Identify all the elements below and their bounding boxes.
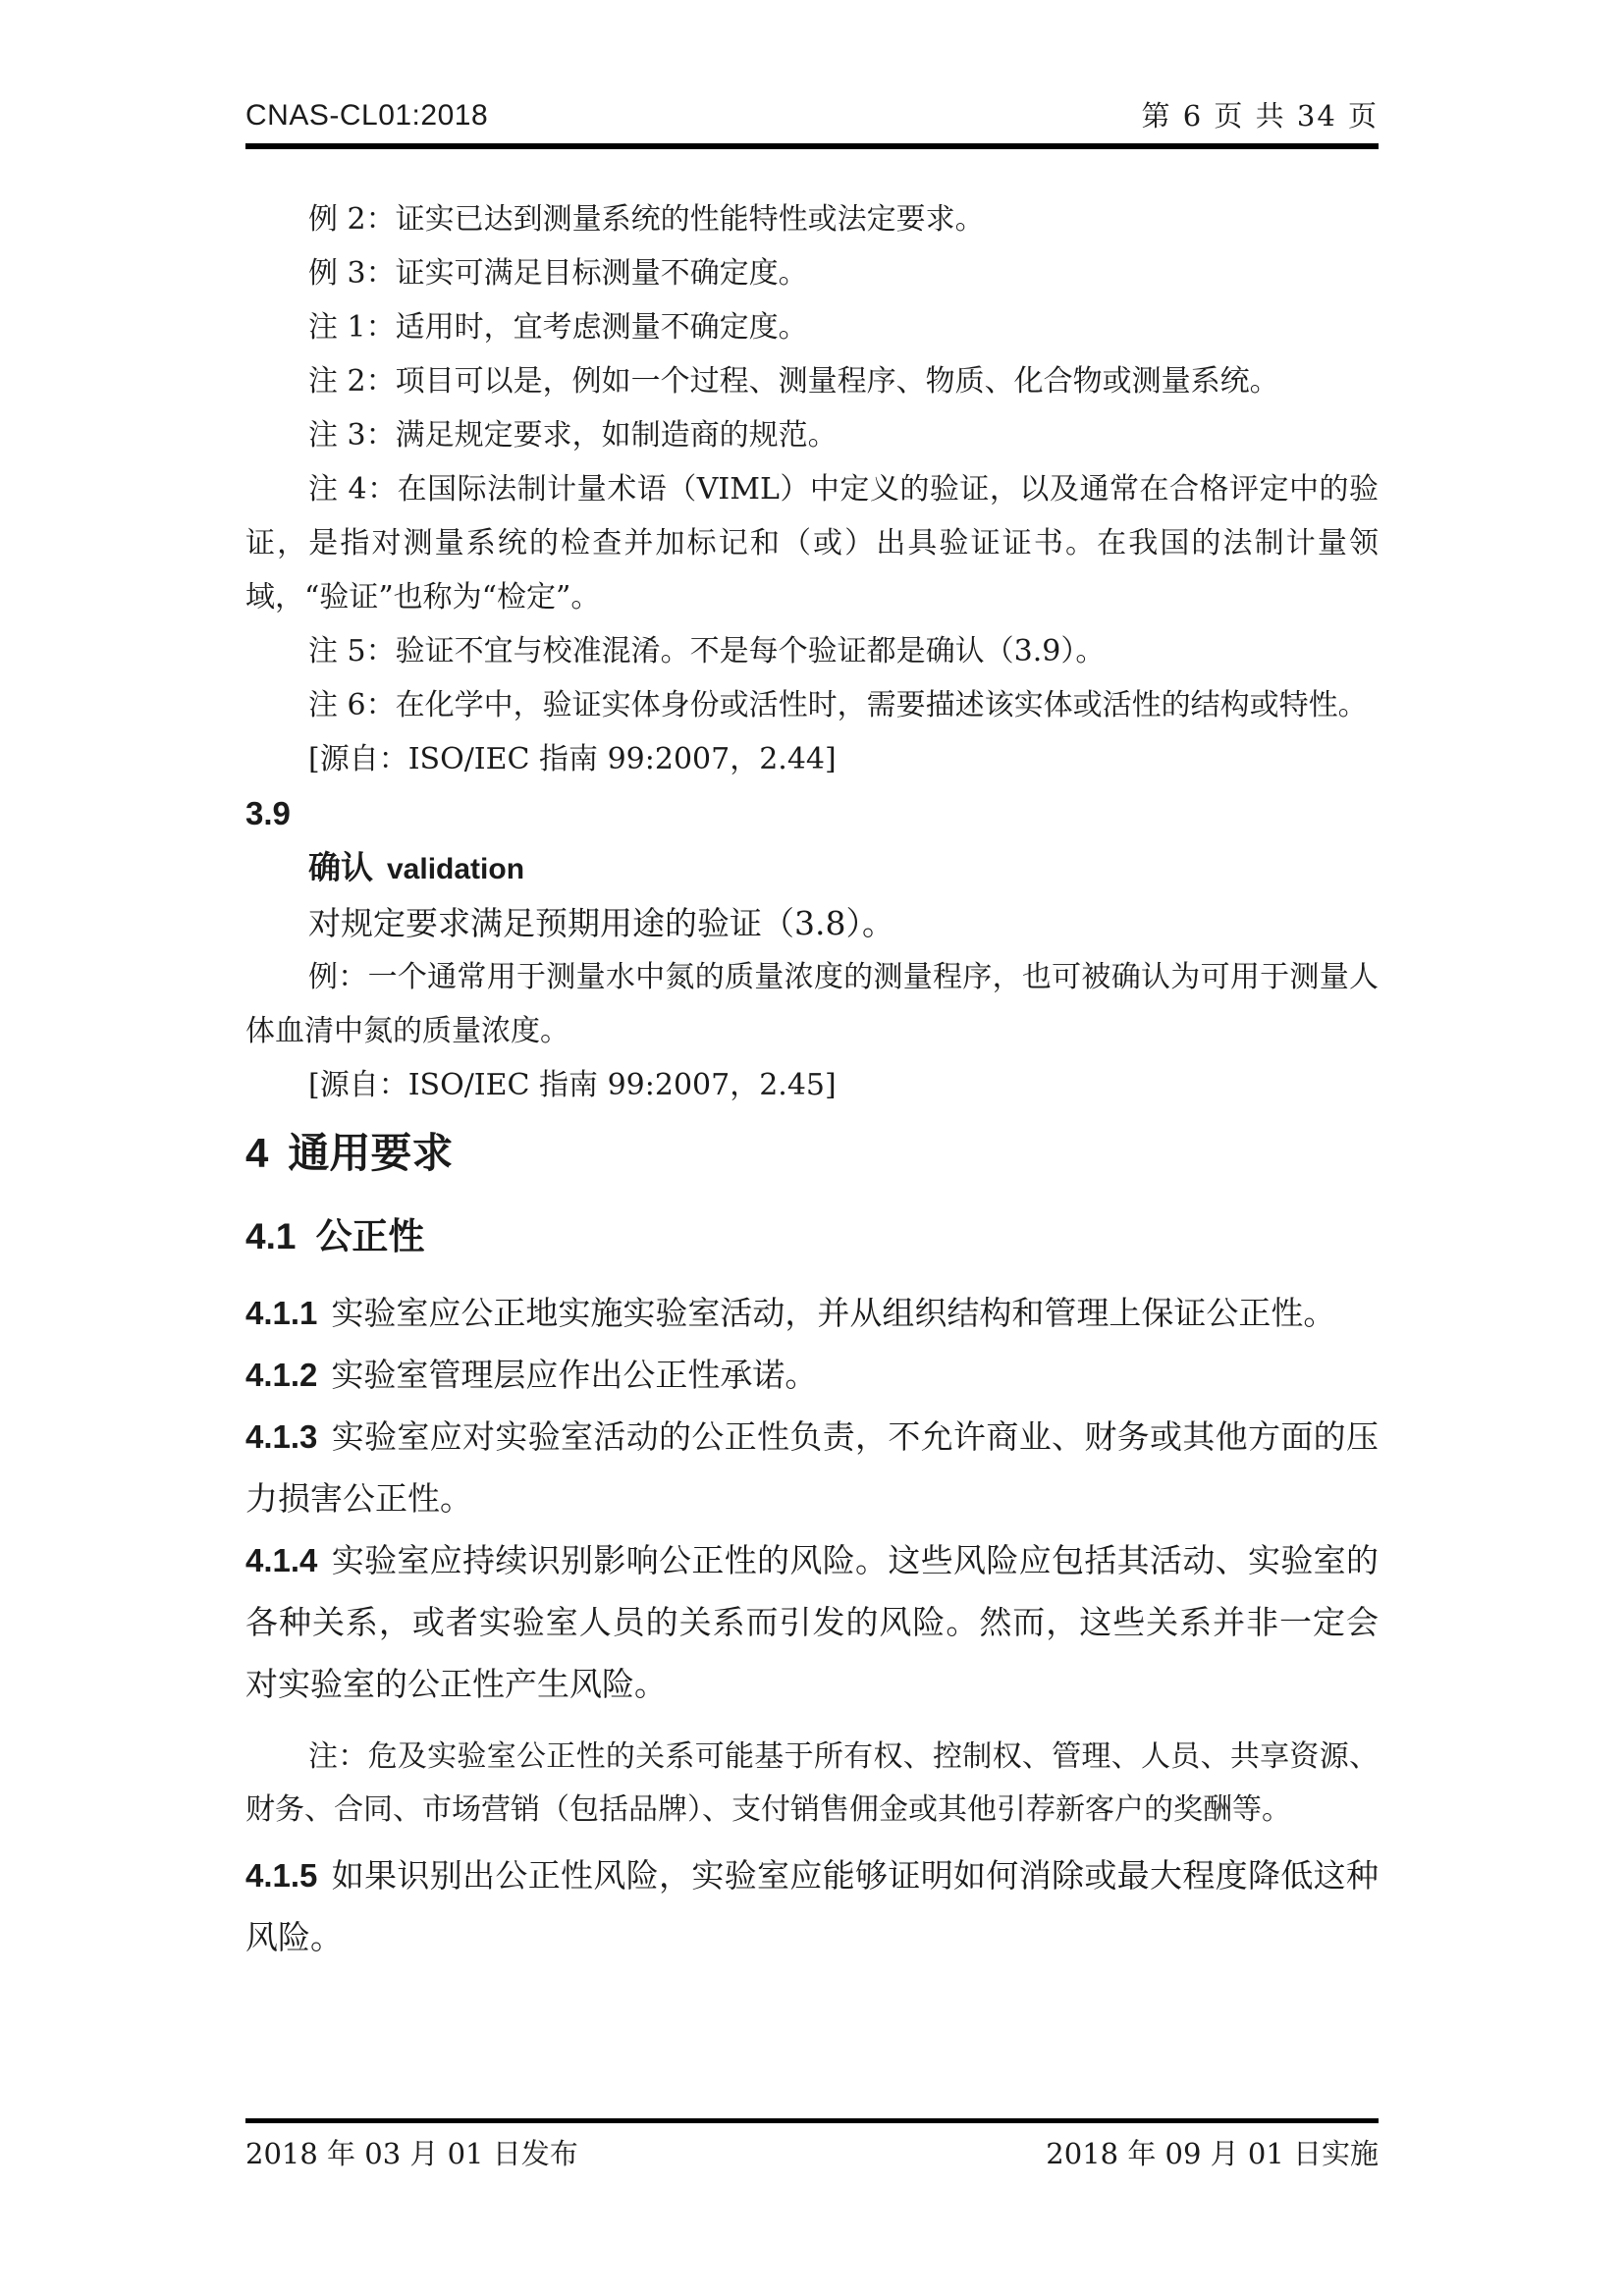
clause-num: 4.1.4 <box>245 1542 318 1578</box>
clause-4-1-1 <box>245 1282 1379 1344</box>
term-heading <box>245 840 1379 896</box>
example-3-9: 例：一个通常用于测量水中氮的质量浓度的测量程序，也可被确认为可用于测量人体血清中氮的质量浓度。 <box>245 960 1379 1048</box>
section-title: 通用要求 <box>288 1130 454 1176</box>
clause-4-1-2 <box>245 1344 1379 1406</box>
section-number: 4 <box>245 1130 269 1176</box>
note-1: 注 1：适用时，宜考虑测量不确定度。 <box>308 310 808 345</box>
clause-text: 实验室应对实验室活动的公正性负责，不允许商业、财务或其他方面的压力损害公正性。 <box>245 1417 1379 1518</box>
subsection-heading-4-1 <box>245 1209 1379 1264</box>
clause-text: 实验室管理层应作出公正性承诺。 <box>331 1356 818 1394</box>
clause-num: 4.1.5 <box>245 1857 318 1894</box>
clause-num: 4.1.1 <box>245 1295 318 1331</box>
term-cn: 确认 <box>308 848 373 886</box>
clause-text: 实验室应持续识别影响公正性的风险。这些风险应包括其活动、实验室的各种关系，或者实验室人员的关系而引发的风险。然而，这些关系并非一定会对实验室的公正性产生风险。 <box>245 1541 1379 1703</box>
page-header <box>245 98 1379 149</box>
implementation-date: 2018 年 09 月 01 日实施 <box>1046 2137 1379 2170</box>
note-6: 注 6：在化学中，验证实体身份或活性时，需要描述该实体或活性的结构或特性。 <box>308 688 1368 722</box>
clause-list <box>245 1282 1379 1968</box>
clause-4-1-5 <box>245 1844 1379 1968</box>
note-4: 注 4：在国际法制计量术语（VIML）中定义的验证，以及通常在合格评定中的验证，是指对测量系统的检查并加标记和（或）出具验证证书。在我国的法制计量领域，“验证”也称为“检定”。 <box>245 472 1379 614</box>
clause-number-3-9: 3.9 <box>245 795 291 831</box>
example-3: 例 3：证实可满足目标测量不确定度。 <box>308 256 808 291</box>
note-4-1-4: 注：危及实验室公正性的关系可能基于所有权、控制权、管理、人员、共享资源、财务、合同、市场营销（包括品牌）、支付销售佣金或其他引荐新客户的奖酬等。 <box>245 1739 1379 1827</box>
clause-4-1-4 <box>245 1529 1379 1715</box>
page-footer <box>245 2118 1379 2170</box>
section-heading-4 <box>245 1126 1379 1181</box>
source-ref-2-45: [源自：ISO/IEC 指南 99:2007，2.45] <box>308 1068 837 1102</box>
definition-text: 对规定要求满足预期用途的验证（3.8）。 <box>308 904 894 942</box>
clause-text: 实验室应公正地实施实验室活动，并从组织结构和管理上保证公正性。 <box>331 1294 1336 1332</box>
clause-text: 如果识别出公正性风险，实验室应能够证明如何消除或最大程度降低这种风险。 <box>245 1856 1379 1956</box>
example-2: 例 2：证实已达到测量系统的性能特性或法定要求。 <box>308 202 985 237</box>
note-5: 注 5：验证不宜与校准混淆。不是每个验证都是确认（3.9）。 <box>308 634 1106 668</box>
doc-code: CNAS-CL01:2018 <box>245 99 489 132</box>
release-date: 2018 年 03 月 01 日发布 <box>245 2137 578 2170</box>
page-number: 第 6 页 共 34 页 <box>1141 99 1379 133</box>
clause-num: 4.1.2 <box>245 1357 318 1393</box>
term-en: validation <box>387 853 525 885</box>
note-3: 注 3：满足规定要求，如制造商的规范。 <box>308 418 838 453</box>
subsection-title: 公正性 <box>315 1216 425 1256</box>
subsection-number: 4.1 <box>245 1216 297 1256</box>
clause-4-1-3 <box>245 1406 1379 1529</box>
clause-num: 4.1.3 <box>245 1418 318 1455</box>
note-2: 注 2：项目可以是，例如一个过程、测量程序、物质、化合物或测量系统。 <box>308 364 1279 399</box>
source-ref-2-44: [源自：ISO/IEC 指南 99:2007，2.44] <box>308 742 837 776</box>
page-content <box>245 192 1379 1968</box>
